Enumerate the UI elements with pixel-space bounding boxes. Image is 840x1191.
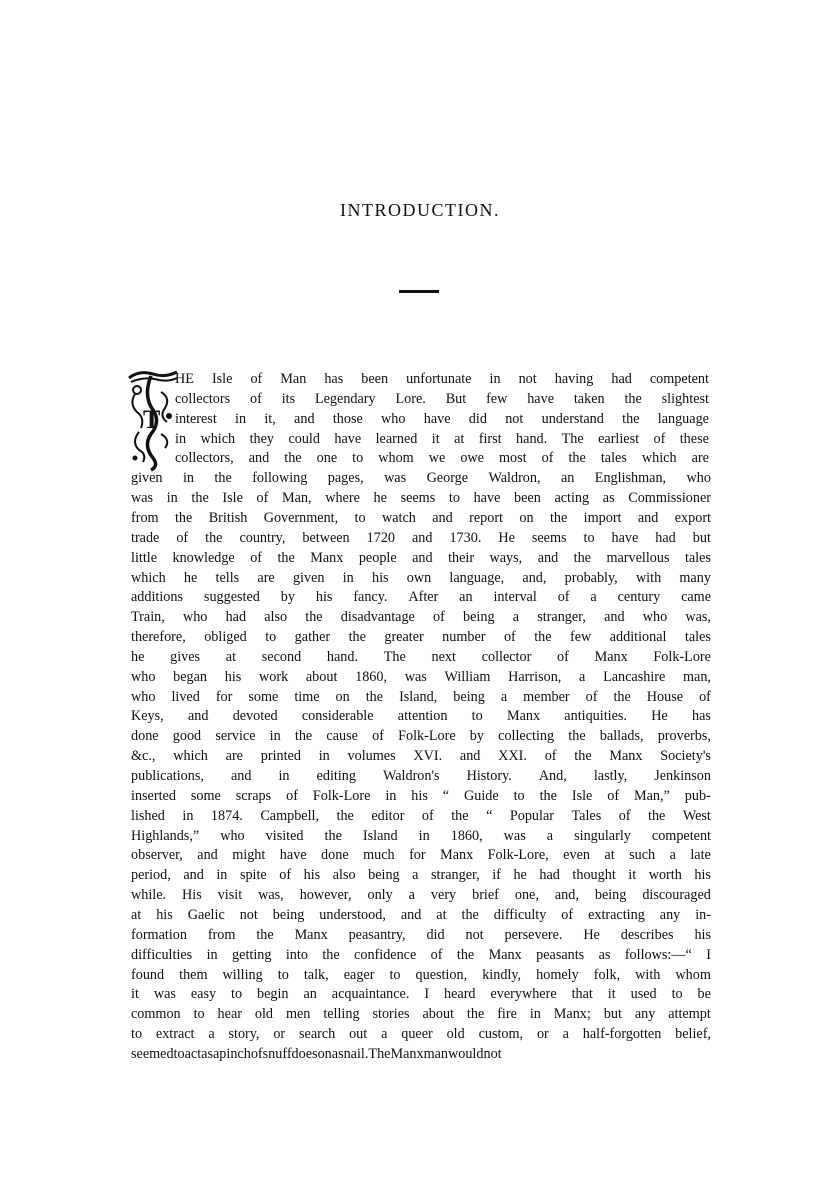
text-line: given in the following pages, was George Waldron, an Englishman, who — [131, 470, 711, 486]
text-line: HE Isle of Man has been unfortunate in not having had competent — [175, 371, 709, 387]
text-line: collectors of its Legendary Lore. But few have taken the slightest — [175, 391, 709, 407]
text-line: who began his work about 1860, was William Harrison, a Lancashire man, — [131, 669, 711, 685]
text-line: seemed to act as a pinch of snuff does on a snail. The Manxman would not — [131, 1046, 502, 1062]
text-line: who lived for some time on the Island, being a member of the House of — [131, 689, 711, 705]
text-line: observer, and might have done much for Manx Folk-Lore, even at such a late — [131, 847, 711, 863]
text-line: period, and in spite of his also being a stranger, if he had thought it worth his — [131, 867, 711, 883]
text-line: it was easy to begin an acquaintance. I heard everywhere that it used to be — [131, 986, 711, 1002]
text-line: publications, and in editing Waldron's History. And, lastly, Jenkinson — [131, 768, 711, 784]
text-line: common to hear old men telling stories about the fire in Manx; but any attempt — [131, 1006, 711, 1022]
text-line: little knowledge of the Manx people and their ways, and the marvellous tales — [131, 550, 711, 566]
heading-rule — [399, 290, 439, 293]
text-line: Highlands,” who visited the Island in 1860, was a singularly competent — [131, 828, 711, 844]
drop-cap-letter: T — [143, 405, 161, 434]
text-line: Keys, and devoted considerable attention to Manx antiquities. He has — [131, 708, 711, 724]
text-line: lished in 1874. Campbell, the editor of the “ Popular Tales of the West — [131, 808, 711, 824]
text-line: was in the Isle of Man, where he seems to have been acting as Commissioner — [131, 490, 711, 506]
text-line: interest in it, and those who have did not understand the language — [175, 411, 709, 427]
text-line: therefore, obliged to gather the greater number of the few additional tales — [131, 629, 711, 645]
text-line: done good service in the cause of Folk-Lore by collecting the ballads, proverbs, — [131, 728, 711, 744]
text-line: formation from the Manx peasantry, did not persevere. He describes his — [131, 927, 711, 943]
text-line: from the British Government, to watch and report on the import and export — [131, 510, 711, 526]
text-line: trade of the country, between 1720 and 1730. He seems to have had but — [131, 530, 711, 546]
text-line: at his Gaelic not being understood, and at the difficulty of extracting any in- — [131, 907, 711, 923]
ornamental-drop-cap — [125, 368, 181, 472]
page-heading: INTRODUCTION. — [340, 200, 500, 220]
text-line: which he tells are given in his own language, and, probably, with many — [131, 570, 711, 586]
text-line: additions suggested by his fancy. After an interval of a century came — [131, 589, 711, 605]
text-line: &c., which are printed in volumes XVI. and XXI. of the Manx Society's — [131, 748, 711, 764]
text-line: inserted some scraps of Folk-Lore in his “ Guide to the Isle of Man,” pub- — [131, 788, 711, 804]
text-line: he gives at second hand. The next collector of Manx Folk-Lore — [131, 649, 711, 665]
text-line: Train, who had also the disadvantage of being a stranger, and who was, — [131, 609, 711, 625]
text-line: found them willing to talk, eager to question, kindly, homely folk, with whom — [131, 967, 711, 983]
text-line: collectors, and the one to whom we owe most of the tales which are — [175, 450, 709, 466]
text-line: while. His visit was, however, only a very brief one, and, being discouraged — [131, 887, 711, 903]
text-line: difficulties in getting into the confidence of the Manx peasants as follows:—“ I — [131, 947, 711, 963]
text-line: to extract a story, or search out a queer old custom, or a half-forgotten belief, — [131, 1026, 711, 1042]
text-line: in which they could have learned it at first hand. The earliest of these — [175, 431, 709, 447]
